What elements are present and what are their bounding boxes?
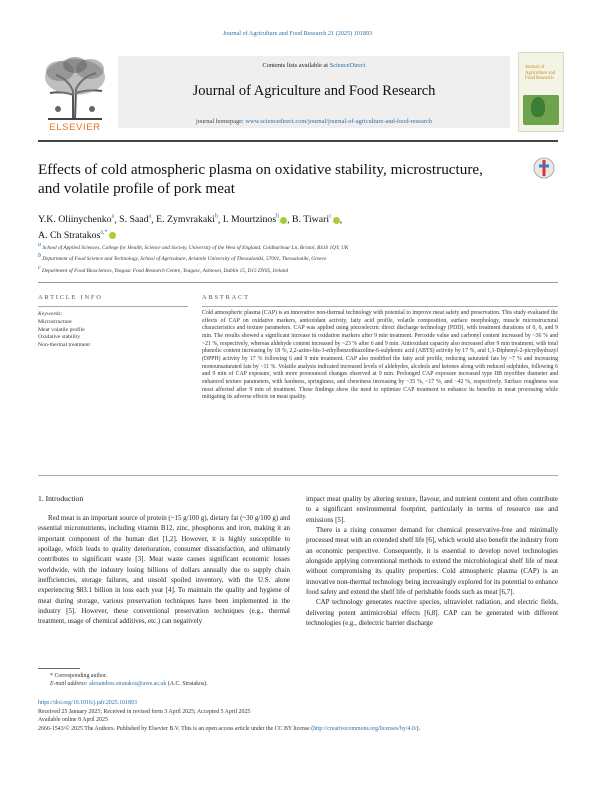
footnote-rule (38, 668, 80, 669)
license-link[interactable]: http://creativecommons.org/licenses/by/4.0/ (313, 725, 417, 732)
email-label: E-mail address: (50, 681, 88, 688)
affiliations (38, 241, 558, 275)
email-link[interactable]: alexandros.stratakos@uwe.ac.uk (89, 681, 167, 688)
affiliation: c Department of Food Biosciences, Teagasc Food Research Centre, Teagasc, Ashtown, Dublin 15, D15 DY05, Ireland (38, 264, 289, 274)
abstract-rule (202, 306, 558, 307)
footnote-line: * Corresponding author. (50, 673, 108, 679)
title-line-1: Effects of cold atmospheric plasma on oxidative stability, microstructure, (38, 161, 483, 178)
keyword: Oxidative stability (38, 334, 81, 341)
elsevier-wordmark: ELSEVIER (49, 122, 101, 133)
journal-cover-thumbnail[interactable] (518, 52, 564, 132)
author[interactable]: B. Tiwari$^c$ (292, 214, 340, 225)
author-list: Y.K. Oliinychenko$^a$, S. Saad$^a$, E. Zymvrakaki$^b$, I. Mourtzinos$^b$ , B. Tiwari$^c$ , A. Ch Stratakos$^{a,*}$ (38, 214, 343, 242)
orcid-icon[interactable] (109, 232, 116, 239)
footnote-email-line (38, 680, 338, 688)
crossmark-icon[interactable] (533, 157, 555, 179)
affiliation: b Department of Food Science and Technology, School of Agriculture, Aristotle University of Thessaloniki, 57001, Thessaloniki, Greece (38, 253, 327, 263)
email-suffix: (A.C. Stratakos). (167, 681, 208, 688)
available-online: Available online 8 April 2025 (38, 717, 108, 724)
sciencedirect-link[interactable]: ScienceDirect (329, 62, 366, 69)
article-title (38, 161, 508, 198)
journal-homepage-line (118, 118, 510, 125)
paragraph: Red meat is an important source of protein (~15 g/100 g), dietary fat (~30 g/100 g) and essential micronutrients, including vitamin B12, zinc, phosphorus and iron, making it an important component of the human diet [1,2]. However, it is highly susceptible to spoilage, which leads to quality deterioration, consumer dissatisfaction, and ultimately contributes to significant waste [3]. Meat waste causes significant economic losses worldwide, with the industry losing billions of dollars annually due to supply chain inefficiencies, storage failures, and unsold spoiled inventory, with the U.S. alone experiencing $83.1 billion in loss each year [4]. To maintain the quality and hygiene of meat during storage, various preservation techniques have been implemented in the industry [5]. However, these conventional preservation techniques (e.g., thermal treatment, usage of chemical additives, etc.) can negatively (38, 514, 290, 626)
doi-link[interactable]: https://doi.org/10.1016/j.jafr.2025.101893 (38, 700, 137, 706)
author[interactable]: E. Zymvrakaki$^b$ (156, 214, 218, 226)
body-column-left (38, 513, 290, 627)
homepage-link[interactable]: www.sciencedirect.com/journal/journal-of-agriculture-and-food-research (245, 118, 432, 125)
section-divider (38, 282, 558, 283)
contents-prefix: Contents lists available at (262, 62, 329, 69)
contents-available-line (118, 62, 510, 69)
body-column-right (306, 494, 558, 628)
article-footer (38, 699, 558, 733)
paragraph: CAP technology generates reactive species, ultraviolet radiation, and electric fields, delivering potent antimicrobial effects [6,8]. CAP can be generated with different technologies (e.g., dielectric barrier discharge (306, 598, 558, 628)
keywords-label: Keywords: (38, 311, 63, 317)
leaf-icon (531, 97, 545, 117)
title-line-2: and volatile profile of pork meat (38, 179, 235, 197)
author[interactable]: A. Ch Stratakos$^{a,*}$ (38, 230, 116, 241)
keyword-list (38, 319, 188, 349)
journal-reference[interactable]: Journal of Agriculture and Food Research 21 (2025) 101893 (222, 30, 373, 37)
paragraph: There is a rising consumer demand for chemical preservative-free and minimally processed meat with an extended shelf life [6], which would also benefit the industry from an economic perspective. Consequently, it is essential to develop novel technologies alongside applying conventional methods to extend the microbiological shelf life of meat without compromising its quality properties. Cold atmospheric plasma (CAP) is an innovative non-thermal technology being increasingly explored for its potential to enhance food safety and extend the shelf life of perishable foods such as meat [6,7]. (306, 526, 558, 597)
keyword: Meat volatile profile (38, 326, 85, 333)
journal-name: Journal of Agriculture and Food Research (192, 83, 436, 99)
homepage-label: journal homepage: (196, 118, 244, 125)
keyword: Microstructure (38, 319, 72, 325)
author[interactable]: Y.K. Oliinychenko$^a$ (38, 214, 115, 226)
keyword: Non-thermal treatment (38, 341, 90, 348)
abstract-bottom-rule (38, 475, 558, 476)
header-divider (38, 140, 558, 142)
orcid-icon[interactable] (333, 217, 340, 224)
abstract-heading: ABSTRACT (202, 294, 250, 301)
history-dates: Received 25 January 2025; Received in revised form 3 April 2025; Accepted 5 April 2025 (38, 708, 251, 715)
article-info-heading: ARTICLE INFO (38, 294, 103, 301)
author[interactable]: I. Mourtzinos$^b$ (223, 214, 287, 225)
corresponding-author-footnote (38, 672, 338, 688)
cover-title: Journal of Agriculture and Food Research (525, 65, 556, 82)
paragraph: impact meat quality by altering texture, flavour, and nutrient content and often contribute to a significant environmental footprint, particularly in terms of resource use and emissions [5]. (306, 495, 558, 524)
abstract-text: Cold atmospheric plasma (CAP) is an innovative non-thermal technology with potential to improve meat safety and preservation. This study evaluated the effects of CAP on oxidative markers, antioxidant activity, fatty acid profile, volatile composition, surface morphology, muscle microstructural characteristics and texture parameters. CAP was applied using piezoelectric direct discharge technology (PDD), with treatment durations of 0, 6, and 9 min. The results showed a significant increase in oxidation markers after 9 min treatment. Peroxide value and carbonyl content increased by ~36 % and ~21 %, respectively, whereas aldehyde content increased by ~23 % after 6 and 9 min. Antioxidant capacity also increased after 9 min treatment, with total phenolic content increasing by 18 %, 2,2-azino-bis-3-ethylbenzothiazoline-6-sulphonic acid (ABTS) activity by 17 %, and 1,1-Diphenyl-2-picrylhydrazyl (DPPH) activity by 17 % following 6 and 9 min treatment. CAP also modified the fatty acid profile, reducing saturated fats by ~7 % and increasing monounsaturated fats by ~11 %. Volatile analysis indicated increased levels of aldehydes, alcohols and ketones along with reduced sulphides, following 6 and 9 min of CAP exposure, with more pronounced changes observed at 9 min. Prolonged CAP exposure increased type IIB myofibre diameter and enhanced texture parameters, with hardness, springiness, and chewiness increasing by ~35 %, ~17 %, and ~42 %, respectively. Surface roughness was most affected after 9 min of treatment. These findings show the need to optimize CAP treatment to enhance its benefits in meat processing while mitigating its adverse effects on meat quality. (202, 310, 558, 401)
orcid-icon[interactable] (280, 217, 287, 224)
license-line: 2666-1543/© 2025 The Authors. Published by Elsevier B.V. This is an open access article under the CC BY license (http://creativecommons.org/licenses/by/4.0/). (38, 725, 420, 732)
affiliation: a School of Applied Sciences, College for Health, Science and Society, University of the West of England, Coldharbour Ln, Bristol, BS16 1QY, UK (38, 242, 349, 251)
article-info-rule (38, 306, 188, 307)
author[interactable]: S. Saad$^a$ (119, 214, 152, 226)
introduction-heading: 1. Introduction (38, 494, 84, 503)
